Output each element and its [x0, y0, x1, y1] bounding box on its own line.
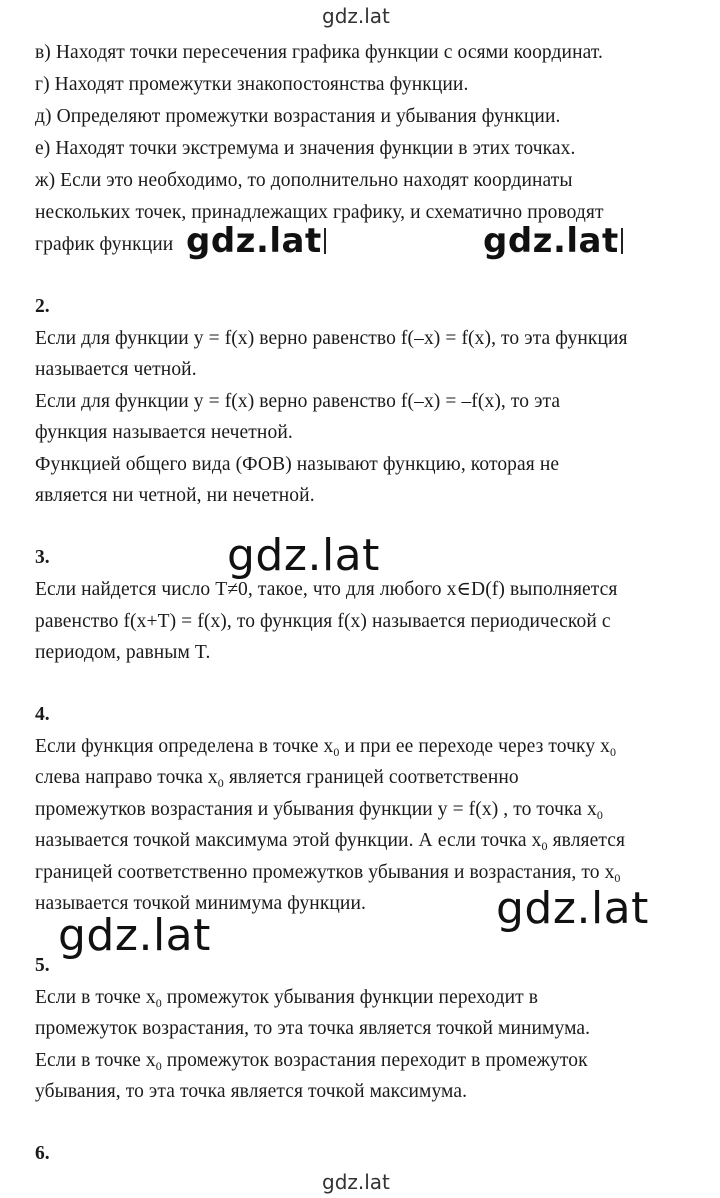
watermark-inline-2: gdz.lat — [483, 224, 623, 258]
section-4-line: называется точкой максимума этой функции. А если точка $x_0$ является — [35, 830, 626, 853]
list-item-zh-cont: нескольких точек, принадлежащих графику, и схематично проводят — [35, 202, 604, 223]
watermark-left-lower: gdz.lat — [58, 910, 211, 961]
section-3-line: периодом, равным T. — [35, 642, 211, 663]
section-5-number: 5. — [35, 955, 50, 976]
section-4-line: границей соответственно промежутков убывания и возрастания, то $x_0$ — [35, 862, 621, 885]
list-item-g: г) Находят промежутки знакопостоянства функции. — [35, 74, 469, 95]
section-2-line: называется четной. — [35, 359, 197, 380]
section-2-line: Если для функции y = f(x) верно равенство f(–x) = f(x), то эта функция — [35, 328, 628, 349]
list-item-zh-end: график функции — [35, 234, 174, 255]
list-item-d: д) Определяют промежутки возрастания и убывания функции. — [35, 106, 561, 127]
list-item-v: в) Находят точки пересечения графика функции с осями координат. — [35, 42, 603, 63]
section-4-line: называется точкой минимума функции. — [35, 893, 366, 914]
section-2-number: 2. — [35, 296, 50, 317]
section-2-line: функция называется нечетной. — [35, 422, 293, 443]
watermark-inline-1: gdz.lat — [186, 224, 326, 258]
watermark-mid: gdz.lat — [227, 530, 380, 581]
section-3-number: 3. — [35, 547, 50, 568]
list-item-zh: ж) Если это необходимо, то дополнительно находят координаты — [35, 170, 573, 191]
section-2-line: является ни четной, ни нечетной. — [35, 485, 315, 506]
section-3-line: Если найдется число T≠0, такое, что для любого x∈D(f) выполняется — [35, 579, 618, 600]
watermark-top: gdz.lat — [322, 4, 390, 28]
section-4-line: слева направо точка $x_0$ является границей соответственно — [35, 767, 519, 790]
watermark-bottom: gdz.lat — [322, 1170, 390, 1194]
section-5-line: промежуток возрастания, то эта точка является точкой минимума. — [35, 1018, 591, 1039]
section-5-line: убывания, то эта точка является точкой максимума. — [35, 1081, 468, 1102]
list-item-e: е) Находят точки экстремума и значения функции в этих точках. — [35, 138, 576, 159]
watermark-right-lower: gdz.lat — [496, 883, 649, 934]
section-2-line: Если для функции y = f(x) верно равенство f(–x) = –f(x), то эта — [35, 391, 561, 412]
section-6-number: 6. — [35, 1143, 50, 1164]
section-3-line: равенство f(x+T) = f(x), то функция f(x) называется периодической с — [35, 611, 611, 632]
section-5-line: Если в точке $x_0$ промежуток возрастания переходит в промежуток — [35, 1050, 588, 1073]
section-5-line: Если в точке $x_0$ промежуток убывания функции переходит в — [35, 987, 539, 1010]
section-2-line: Функцией общего вида (ФОВ) называют функцию, которая не — [35, 454, 560, 475]
section-4-line: промежутков возрастания и убывания функции y = f(x) , то точка $x_0$ — [35, 799, 604, 822]
section-4-line: Если функция определена в точке $x_0$ и при ее переходе через точку $x_0$ — [35, 736, 617, 759]
section-4-number: 4. — [35, 704, 50, 725]
